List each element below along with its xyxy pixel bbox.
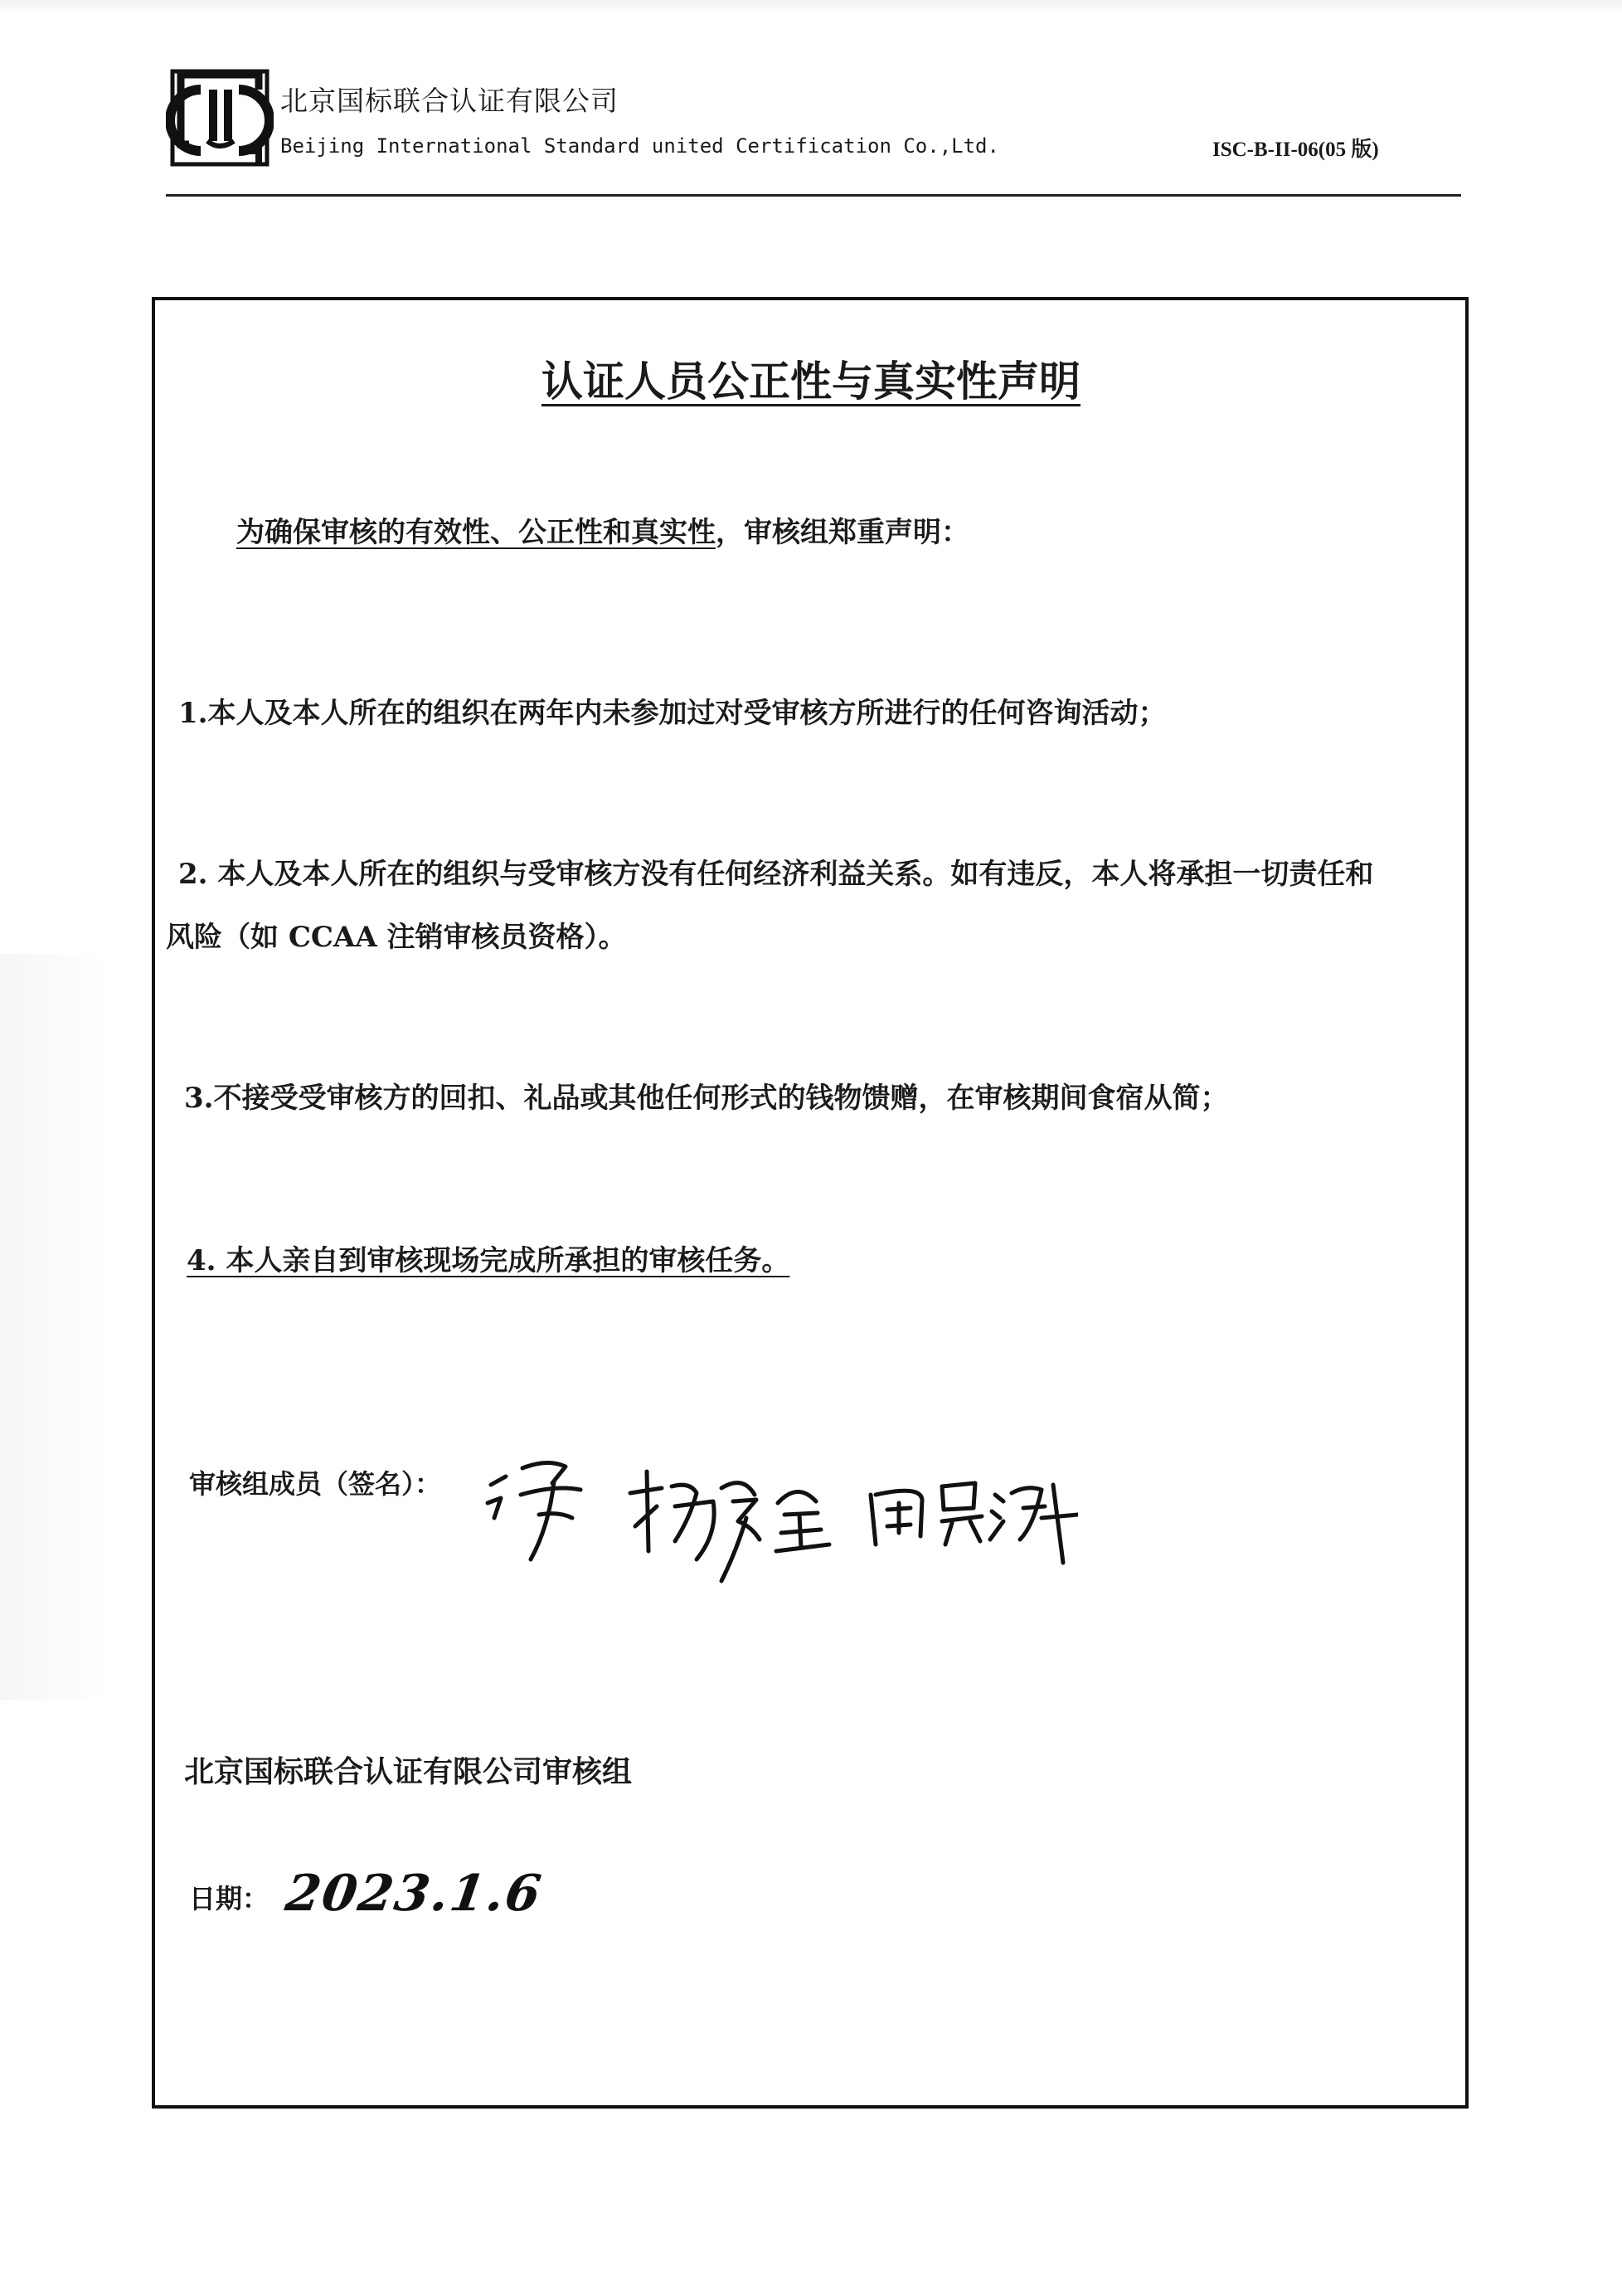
scan-shadow-top	[0, 0, 1622, 15]
header-divider	[166, 194, 1461, 197]
declaration-item-4	[187, 1243, 789, 1281]
declaration-item-1: 1.本人及本人所在的组织在两年内未参加过对受审核方所进行的任何咨询活动；	[178, 697, 1167, 730]
intro-paragraph	[236, 514, 969, 552]
document-title-text: 认证人员公正性与真实性声明	[541, 358, 1081, 406]
company-name-cn: 北京国标联合认证有限公司	[280, 85, 619, 117]
document-title	[0, 348, 1622, 408]
document-code: ISC-B-II-06(05 版)	[1212, 139, 1379, 161]
handwritten-date: 2023.1.6	[282, 1865, 546, 1923]
company-name-en: Beijing International Standard united Certification Co.,Ltd.	[280, 134, 999, 158]
declaration-item-3: 3.不接受受审核方的回扣、礼品或其他任何形式的钱物馈赠，在审核期间食宿从简；	[184, 1082, 1229, 1115]
declaration-item-2-line-1: 2. 本人及本人所在的组织与受审核方没有任何经济利益关系。如有违反，本人将承担一切责任和	[178, 858, 1374, 891]
scan-shadow-left	[0, 954, 108, 1700]
declaration-frame	[152, 297, 1469, 2109]
date-label: 日期：	[189, 1883, 270, 1914]
intro-rest-text: ，审核组郑重声明：	[716, 516, 969, 549]
company-logo	[166, 65, 274, 171]
declaration-item-2-line-2: 风险（如 CCAA 注销审核员资格）。	[166, 921, 627, 954]
intro-underlined-text: 为确保审核的有效性、公正性和真实性	[236, 516, 716, 549]
handwritten-signatures	[473, 1435, 1078, 1593]
audit-team-organization: 北京国标联合认证有限公司审核组	[184, 1754, 633, 1789]
declaration-item-4-text: 4. 本人亲自到审核现场完成所承担的审核任务。	[187, 1244, 790, 1277]
signature-label: 审核组成员（签名）：	[189, 1468, 442, 1500]
